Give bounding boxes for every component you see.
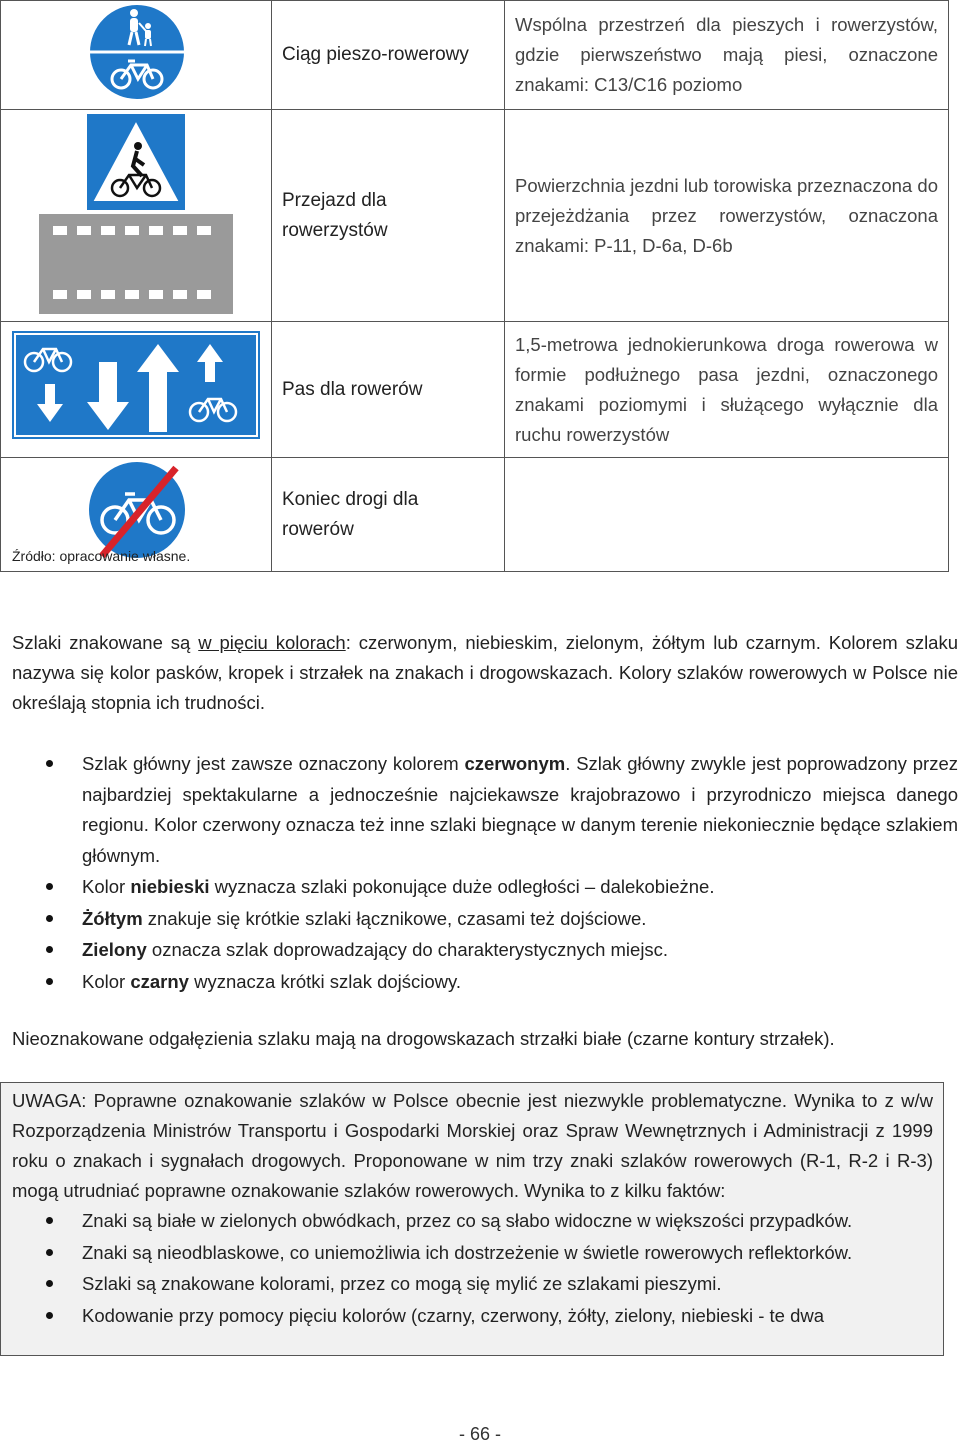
warning-list [12, 1206, 933, 1331]
row-description: Wspólna przestrzeń dla pieszych i rowerzystów, gdzie pierwszeństwo mają piesi, oznaczone znakami: C13/C16 poziomo [505, 1, 949, 110]
paragraph-rest: : czerwonym, niebieskim, zielonym, żółtym lub czarnym. Kolorem szlaku nazywa się kolor pasków, kropek i strzałek na znakach i drogowskazach. Kolory szlaków rowerowych w Polsce nie określają stopnia ich trudności. [12, 632, 959, 713]
warning-box [0, 1082, 944, 1356]
warning-text: UWAGA: Poprawne oznakowanie szlaków w Polsce obecnie jest niezwykle problematyczne. Wynika to z w/w Rozporządzenia Ministrów Transportu i Gospodarki Morskiej oraz Spraw Wewnętrznych i Administracji z 1999 roku o znakach i sygnałach drogowych. Proponowane w nim trzy znaki szlaków rowerowych (R-1, R-2 i R-3) mogą utrudniać poprawne oznakowanie szlaków rowerowych. Wynika to z kilku faktów: [12, 1090, 933, 1201]
underlined-phrase: w pięciu kolorach [198, 632, 346, 653]
paragraph-lead: Szlaki znakowane są [12, 632, 199, 653]
list-item: Znaki są białe w zielonych obwódkach, przez co są słabo widoczne w większości przypadków. [12, 1206, 933, 1237]
row-description: 1,5-metrowa jednokierunkowa droga rowerowa w formie podłużnego pasa jezdni, oznaczonego znakami poziomymi i służącego wyłącznie dla ruchu rowerzystów [505, 322, 949, 458]
sign-cell [1, 110, 272, 322]
source-note: Źródło: opracowanie własne. [12, 548, 191, 564]
list-item: Szlak główny jest zawsze oznaczony kolorem czerwonym. Szlak główny zwykle jest poprowadzony przez najbardziej spektakularne a jednocześnie najciekawsze krajobrazowo i przyrodniczo miejsca danego regionu. Kolor czerwony oznacza też inne szlaki biegnące w danym terenie niekoniecznie będące szlakiem głównym. [12, 749, 958, 871]
paragraph-unmarked-branches: Nieoznakowane odgałęzienia szlaku mają na drogowskazach strzałki białe (czarne kontury strzałek). [12, 1028, 835, 1049]
list-item: Znaki są nieodblaskowe, co uniemożliwia ich dostrzeżenie w świetle rowerowych reflektorków. [12, 1238, 933, 1269]
row-description [505, 458, 949, 572]
list-item: Zielony oznacza szlak doprowadzający do charakterystycznych miejsc. [12, 935, 958, 966]
list-item: Żółtym znakuje się krótkie szlaki łącznikowe, czasami też dojściowe. [12, 904, 958, 935]
trail-color-list [12, 749, 958, 998]
pedestrian-bicycle-sign-icon [1, 1, 271, 104]
row-name: Pas dla rowerów [272, 322, 505, 458]
table-row [1, 322, 949, 458]
row-name: Koniec drogi dla rowerów [272, 458, 505, 572]
list-item: Kodowanie przy pomocy pięciu kolorów (czarny, czerwony, żółty, zielony, niebieski - te dwa [12, 1301, 933, 1332]
table-row [1, 1, 949, 110]
bike-infrastructure-table [0, 0, 949, 572]
row-name: Ciąg pieszo-rowerowy [272, 1, 505, 110]
list-item: Szlaki są znakowane kolorami, przez co mogą się mylić ze szlakami pieszymi. [12, 1269, 933, 1300]
page-number: - 66 - [458, 1424, 501, 1444]
paragraph-trail-colors [12, 628, 958, 718]
list-item: Kolor czarny wyznacza krótki szlak dojściowy. [12, 967, 958, 998]
row-description: Powierzchnia jezdni lub torowiska przeznaczona do przejeżdżania przez rowerzystów, oznaczona znakami: P-11, D-6a, D-6b [505, 110, 949, 322]
bicycle-crossing-sign-icon [1, 110, 271, 316]
sign-cell [1, 322, 272, 458]
table-row [1, 110, 949, 322]
list-item: Kolor niebieski wyznacza szlaki pokonujące duże odległości – dalekobieżne. [12, 872, 958, 903]
sign-cell [1, 1, 272, 110]
bicycle-lane-sign-icon [1, 322, 271, 452]
row-name: Przejazd dla rowerzystów [272, 110, 505, 322]
